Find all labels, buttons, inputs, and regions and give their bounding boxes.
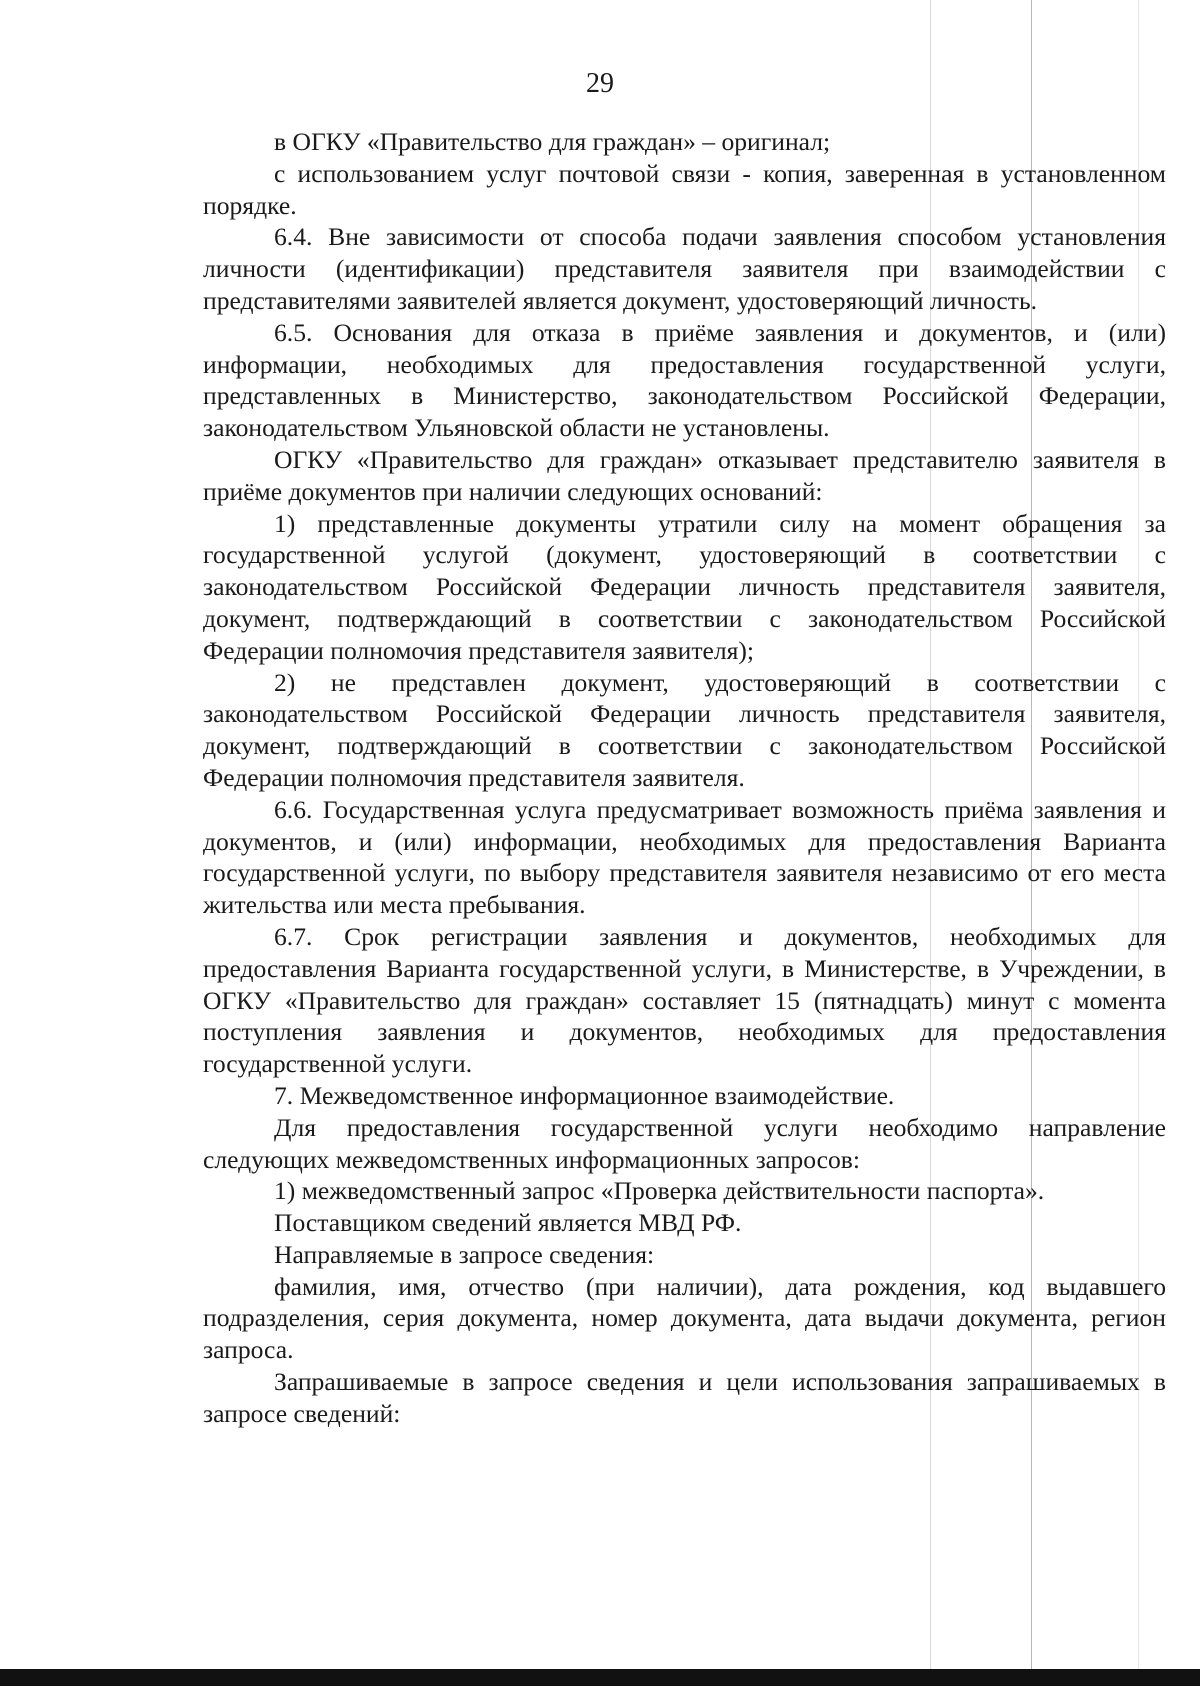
page-number: 29 xyxy=(586,68,614,99)
section-heading: 7. Межведомственное информационное взаимодействие. xyxy=(274,1080,895,1110)
paragraph: в ОГКУ «Правительство для граждан» – оригинал; xyxy=(274,127,831,156)
paragraph: 6.5. Основания для отказа в приёме заявления и документов, и (или) информации, необходимых для предоставления государственной услуги, представленных в Министерство, законодательством Российской Федерации, законодательством Ульяновской области не установлены. xyxy=(203,317,1166,443)
paragraph: Направляемые в запросе сведения: xyxy=(274,1239,655,1269)
document-body xyxy=(203,126,1166,1430)
paragraph: фамилия, имя, отчество (при наличии), дата рождения, код выдавшего подразделения, серия документа, номер документа, дата выдачи документа, регион запроса. xyxy=(203,1271,1166,1365)
scan-bottom-border xyxy=(0,1669,1200,1686)
paragraph: 6.6. Государственная услуга предусматривает возможность приёма заявления и документов, и (или) информации, необходимых для предоставления Варианта государственной услуги, по выбору представителя заявителя независимо от его места жительства или места пребывания. xyxy=(203,794,1166,920)
paragraph: 6.4. Вне зависимости от способа подачи заявления способом установления личности (идентификации) представителя заявителя при взаимодействии с представителями заявителей является документ, удостоверяющий личность. xyxy=(203,222,1166,315)
paragraph: ОГКУ «Правительство для граждан» отказывает представителю заявителя в приёме документов при наличии следующих оснований: xyxy=(203,444,1166,506)
paragraph: 1) межведомственный запрос «Проверка действительности паспорта». xyxy=(274,1176,1045,1206)
paragraph: 2) не представлен документ, удостоверяющий в соответствии с законодательством Российской Федерации личность представителя заявителя, документ, подтверждающий в соответствии с законодательством Российской Федерации полномочия представителя заявителя. xyxy=(203,667,1166,792)
paragraph: Для предоставления государственной услуги необходимо направление следующих межведомственных информационных запросов: xyxy=(203,1112,1166,1174)
paragraph: с использованием услуг почтовой связи - копия, заверенная в установленном порядке. xyxy=(203,158,1166,220)
paragraph: 6.7. Срок регистрации заявления и документов, необходимых для предоставления Варианта государственной услуги, в Министерстве, в Учреждении, в ОГКУ «Правительство для граждан» составляет 15 (пятнадцать) минут с момента поступления заявления и документов, необходимых для предоставления государственной услуги. xyxy=(203,921,1166,1079)
paragraph: Запрашиваемые в запросе сведения и цели использования запрашиваемых в запросе сведений: xyxy=(203,1367,1166,1428)
paragraph: Поставщиком сведений является МВД РФ. xyxy=(274,1208,742,1238)
paragraph: 1) представленные документы утратили силу на момент обращения за государственной услугой (документ, удостоверяющий в соответствии с законодательством Российской Федерации личность представителя заявителя, документ, подтверждающий в соответствии с законодательством Российской Федерации полномочия представителя заявителя); xyxy=(203,508,1166,665)
